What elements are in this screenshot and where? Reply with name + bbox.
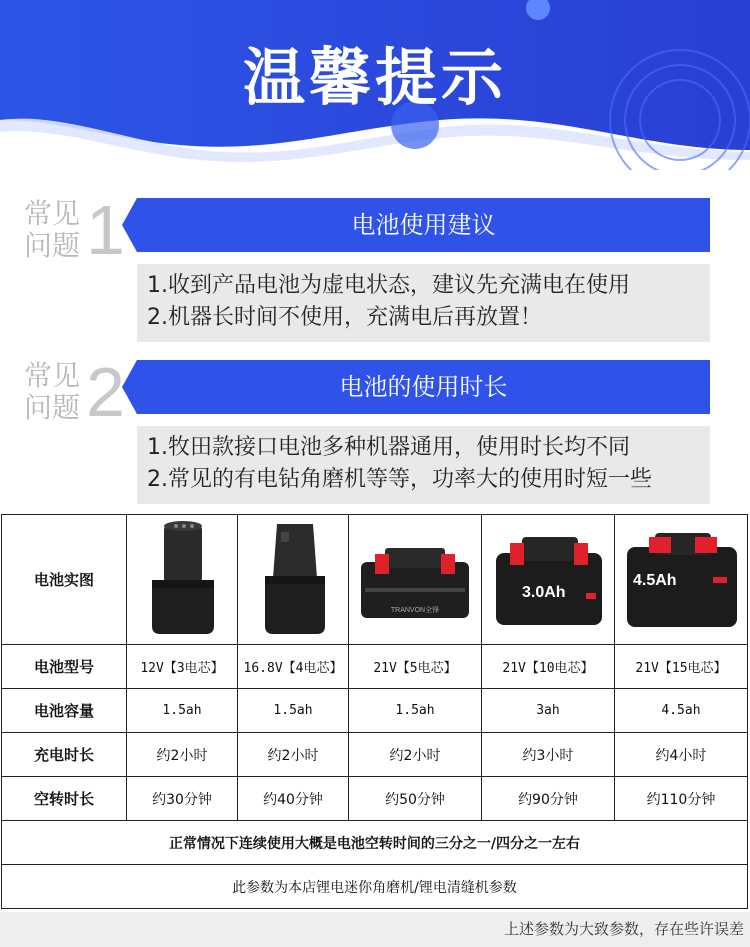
tips-box bbox=[137, 264, 710, 342]
question-label-1 bbox=[24, 191, 134, 269]
table-cell: 12V【3电芯】 bbox=[127, 645, 238, 689]
row-label: 空转时长 bbox=[2, 777, 127, 821]
table-row bbox=[2, 777, 748, 821]
table-cell: 3ah bbox=[481, 689, 614, 733]
question-label-text: 常见问题 bbox=[24, 359, 81, 424]
footer-disclaimer: 上述参数为大致参数，存在些许误差 bbox=[503, 920, 744, 938]
battery-capacity-label: 3.0Ah bbox=[521, 583, 566, 601]
params-note: 此参数为本店锂电迷你角磨机/锂电清缝机参数 bbox=[2, 865, 748, 909]
title-bar-arrow bbox=[122, 360, 137, 414]
battery-image-cell bbox=[614, 515, 747, 645]
table-cell: 约90分钟 bbox=[481, 777, 614, 821]
question-label-number: 2 bbox=[86, 353, 125, 431]
table-cell: 1.5ah bbox=[349, 689, 482, 733]
table-cell: 约2小时 bbox=[127, 733, 238, 777]
table-row bbox=[2, 645, 748, 689]
tip-line: 2.常见的有电钻角磨机等等，功率大的使用时短一些 bbox=[147, 467, 652, 492]
row-label: 电池容量 bbox=[2, 689, 127, 733]
battery-21v-5cell-image bbox=[355, 528, 475, 628]
table-cell: 1.5ah bbox=[238, 689, 349, 733]
tip-line: 1.牧田款接口电池多种机器通用，使用时长均不同 bbox=[147, 435, 630, 460]
table-cell: 1.5ah bbox=[127, 689, 238, 733]
title-bar-arrow bbox=[122, 198, 137, 252]
table-row bbox=[2, 821, 748, 865]
section-title-bar: 电池的使用时长 bbox=[137, 360, 710, 414]
table-cell: 约4小时 bbox=[614, 733, 747, 777]
battery-21v-15cell-image bbox=[621, 523, 741, 633]
row-label: 电池型号 bbox=[2, 645, 127, 689]
question-label-text: 常见问题 bbox=[24, 197, 81, 262]
battery-image-cell bbox=[238, 515, 349, 645]
table-cell: 约110分钟 bbox=[614, 777, 747, 821]
section-title-bar: 电池使用建议 bbox=[137, 198, 710, 252]
row-label: 电池实图 bbox=[2, 515, 127, 645]
table-cell: 约50分钟 bbox=[349, 777, 482, 821]
battery-image-cell bbox=[481, 515, 614, 645]
table-cell: 21V【5电芯】 bbox=[349, 645, 482, 689]
table-cell: 约2小时 bbox=[349, 733, 482, 777]
battery-16v-image bbox=[243, 518, 343, 638]
table-row bbox=[2, 865, 748, 909]
table-cell: 4.5ah bbox=[614, 689, 747, 733]
tips-box bbox=[137, 426, 710, 504]
tip-line: 2.机器长时间不使用，充满电后再放置！ bbox=[147, 305, 542, 330]
battery-12v-image bbox=[132, 518, 232, 638]
table-row bbox=[2, 515, 748, 645]
table-cell: 约30分钟 bbox=[127, 777, 238, 821]
header-banner bbox=[0, 0, 750, 170]
tip-line: 1.收到产品电池为虚电状态，建议先充满电在使用 bbox=[147, 273, 630, 298]
footer-bar bbox=[0, 912, 750, 947]
page-title: 温馨提示 bbox=[242, 41, 507, 114]
question-label-number: 1 bbox=[86, 191, 125, 269]
table-cell: 16.8V【4电芯】 bbox=[238, 645, 349, 689]
question-label-2 bbox=[24, 353, 134, 431]
usage-note: 正常情况下连续使用大概是电池空转时间的三分之一/四分之一左右 bbox=[2, 821, 748, 865]
battery-21v-10cell-image bbox=[488, 523, 608, 633]
table-cell: 约3小时 bbox=[481, 733, 614, 777]
table-cell: 21V【10电芯】 bbox=[481, 645, 614, 689]
battery-brand-text: TRANVON全锋 bbox=[390, 606, 440, 614]
table-cell: 约2小时 bbox=[238, 733, 349, 777]
row-label: 充电时长 bbox=[2, 733, 127, 777]
battery-image-cell bbox=[349, 515, 482, 645]
battery-spec-table bbox=[1, 514, 748, 909]
battery-image-cell bbox=[127, 515, 238, 645]
battery-capacity-label: 4.5Ah bbox=[632, 571, 677, 589]
table-cell: 约40分钟 bbox=[238, 777, 349, 821]
table-cell: 21V【15电芯】 bbox=[614, 645, 747, 689]
table-row bbox=[2, 689, 748, 733]
table-row bbox=[2, 733, 748, 777]
